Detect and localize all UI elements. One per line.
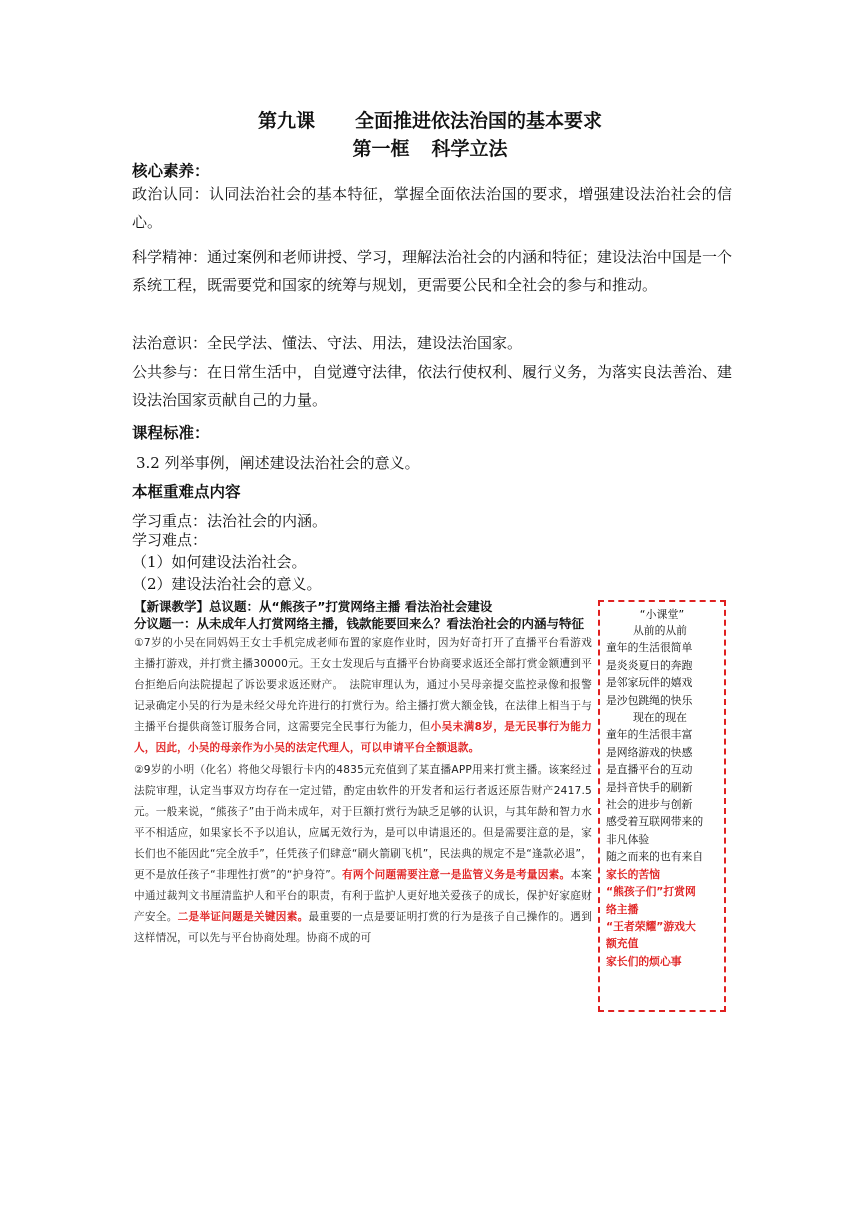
main-topic-heading xyxy=(134,598,592,615)
case-two-highlight-1: 有两个问题需要注意一是监管义务是考量因素。 xyxy=(341,869,571,882)
case-two-highlight-2: 二是举证问题是关键因素。 xyxy=(177,911,309,924)
standard-heading: 课程标准： xyxy=(132,424,210,442)
case-one-paragraph xyxy=(134,633,592,760)
lesson-title-text: 全面推进依法治国的基本要求 xyxy=(355,110,603,132)
sidebox-line: 随之而来的也有来自 xyxy=(606,850,704,864)
sidebox-line: 是直播平台的互动 xyxy=(606,763,693,777)
difficulty-item-1: （1）如何建设法治社会。 xyxy=(132,553,307,571)
sidebox-line-red: 家长们的烦心事 xyxy=(606,954,682,968)
frame-number: 第一框 xyxy=(352,138,410,160)
case-study-image xyxy=(134,598,592,1018)
sidebox-line: 是邻家玩伴的嬉戏 xyxy=(606,676,693,690)
core-item-participation: 公共参与：在日常生活中，自觉遵守法律，依法行使权利、履行义务，为落实良法善治、建设法治国家贡献自己的力量。 xyxy=(132,363,733,409)
sidebox-line: 是抖音快手的刷新 xyxy=(606,780,693,794)
sidebox-line: 童年的生活很丰富 xyxy=(606,728,693,742)
sidebox-line: 是网络游戏的快感 xyxy=(606,745,693,759)
standard-text: 3.2 列举事例，阐述建设法治社会的意义。 xyxy=(136,454,420,472)
sidebox-line-red: “王者荣耀”游戏大 xyxy=(606,919,696,933)
sidebox-line: 童年的生活很简单 xyxy=(606,641,693,655)
subtopic-heading: 分议题一：从未成年人打赏网络主播，钱款能要回来么？看法治社会的内涵与特征 xyxy=(134,616,585,631)
frame-title-text: 科学立法 xyxy=(431,138,508,160)
lesson-title xyxy=(0,106,860,133)
focus-text: 学习重点：法治社会的内涵。 xyxy=(132,512,328,530)
difficulty-text: 学习难点： xyxy=(132,531,208,549)
case-two-paragraph xyxy=(134,760,592,950)
case-one-highlight: 小吴未满8岁，是无民事行为能力人，因此，小吴的母亲作为小吴的法定代理人，可以申请平台全额退款。 xyxy=(134,721,592,755)
main-topic-label: 【新课教学】总议题：从“熊孩子”打赏网络主播 xyxy=(134,599,401,614)
core-item-science: 科学精神：通过案例和老师讲授、学习，理解法治社会的内涵和特征；建设法治中国是一个系统工程，既需要党和国家的统筹与规划，更需要公民和全社会的参与和推动。 xyxy=(132,248,733,294)
sidebox-line: 非凡体验 xyxy=(606,832,650,846)
keypoints-heading: 本框重难点内容 xyxy=(132,483,241,501)
mini-classroom-title: “小课堂” xyxy=(639,608,685,621)
core-heading: 核心素养： xyxy=(132,162,210,180)
lesson-number: 第九课 xyxy=(257,110,315,132)
case-one-text: ①7岁的小吴在同妈妈王女士手机完成老师布置的家庭作业时，因为好奇打开了直播平台看游戏主播打游戏，并打赏主播30000元。王女士发现后与直播平台协商要求返还全部打赏金额遭到平台拒绝后向法院提起了诉讼要求返还财产。 法院审理认为，通过小吴母亲提交监控录像和报警记录确定小吴的行为是未经父母允许进行的打赏行为。给主播打赏大额金钱，在法律上相当于与主播平台提供商签订服务合同，这需要完全民事行为能力，但 xyxy=(134,637,592,734)
frame-title xyxy=(0,134,860,161)
sidebox-line: 感受着互联网带来的 xyxy=(606,815,704,829)
main-topic-rest: 看法治社会建设 xyxy=(404,599,493,614)
sidebox-line: 现在的现在 xyxy=(633,711,687,725)
sidebox-line-red: 络主播 xyxy=(606,902,639,916)
sidebox-line: 从前的从前 xyxy=(633,624,687,637)
case-two-text-2: 本案中通过裁判文书厘清监护人和平台的职责，有利于监护人更好地关爱孩子的成长，保护好家庭财产安全。 xyxy=(134,869,592,924)
sidebox-line-red: 额充值 xyxy=(606,937,639,951)
sidebox-line-red: 家长的苦恼 xyxy=(606,867,660,881)
core-item-political: 政治认同：认同法治社会的基本特征，掌握全面依法治国的要求，增强建设法治社会的信心。 xyxy=(132,185,732,231)
mini-classroom-box xyxy=(598,600,726,1012)
sidebox-line: 是沙包跳绳的快乐 xyxy=(606,693,693,707)
case-two-text-3: 最重要的一点是要证明打赏的行为是孩子自己操作的。遇到这样情况，可以先与平台协商处理。协商不成的可 xyxy=(134,911,592,945)
difficulty-item-2: （2）建设法治社会的意义。 xyxy=(132,575,322,593)
sidebox-line: 是炎炎夏日的奔跑 xyxy=(606,658,693,672)
core-item-law: 法治意识：全民学法、懂法、守法、用法，建设法治国家。 xyxy=(132,334,523,352)
case-two-text: ②9岁的小明（化名）将他父母银行卡内的4835元充值到了某直播APP用来打赏主播。该案经过法院审理，认定当事双方均存在一定过错，酌定由软件的开发者和运行者返还原告财产2417.5元。一般来说，“熊孩子”由于尚未成年，对于巨额打赏行为缺乏足够的认识，与其年龄和智力水平不相适应，如果家长不予以追认，应属无效行为，是可以申请退还的。但是需要注意的是，家长们也不能因此“完全放手”，任凭孩子们肆意“刷火箭刷飞机”，民法典的规定不是“逢款必退”，更不是放任孩子“非理性打赏”的“护身符”。 xyxy=(134,763,592,882)
sidebox-line: 社会的进步与创新 xyxy=(606,798,693,812)
sidebox-line-red: “熊孩子们”打赏网 xyxy=(606,885,696,899)
